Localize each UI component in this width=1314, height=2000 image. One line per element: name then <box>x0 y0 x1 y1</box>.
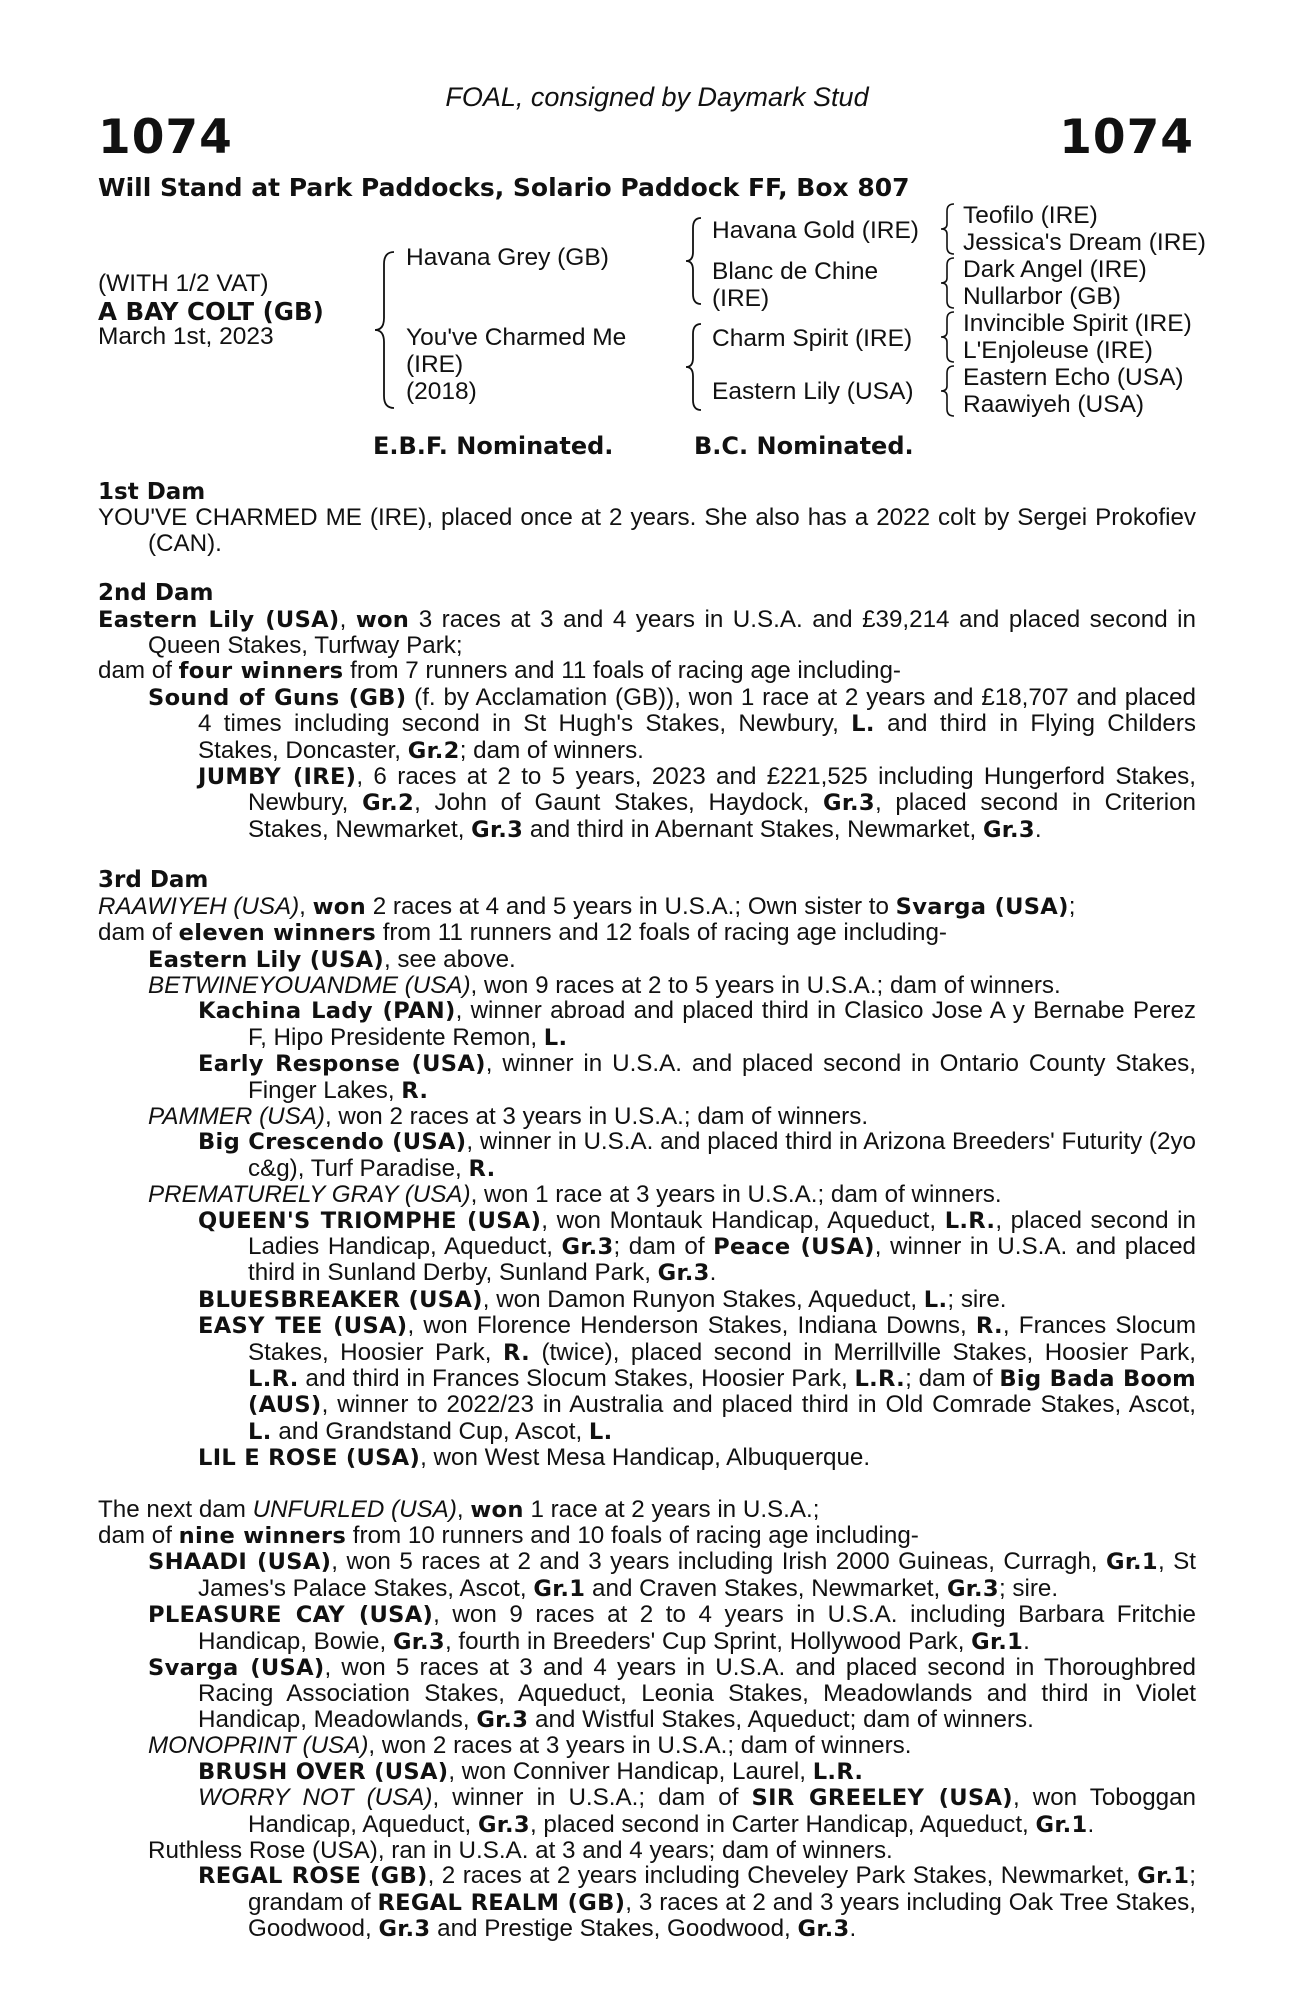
sds: Dark Angel (IRE) <box>963 256 1147 283</box>
pedigree-bracket <box>938 310 958 364</box>
section-heading: 3rd Dam <box>98 867 209 894</box>
dss: Invincible Spirit (IRE) <box>963 310 1192 337</box>
dam-line1: You've Charmed Me <box>406 324 627 351</box>
produce-entry: Big Crescendo (USA), winner in U.S.A. and placed third in Arizona Breeders' Futurity (2yo c&g), Turf Paradise, R. <box>198 1128 1196 1182</box>
dam-entry: dam of nine winners from 10 runners and 10 foals of racing age including- <box>98 1522 919 1550</box>
produce-entry: BRUSH OVER (USA), won Conniver Handicap, Laurel, L.R. <box>198 1757 864 1785</box>
dam-entry: dam of eleven winners from 11 runners and 12 foals of racing age including- <box>98 919 947 947</box>
produce-entry: Eastern Lily (USA), see above. <box>148 945 516 973</box>
produce-entry: QUEEN'S TRIOMPHE (USA), won Montauk Handicap, Aqueduct, L.R., placed second in Ladies Handicap, Aqueduct, Gr.3; dam of Peace (USA), winner in U.S.A. and placed third in Sunland Derby, Sunland Park, Gr.3. <box>198 1206 1196 1287</box>
produce-entry: BLUESBREAKER (USA), won Damon Runyon Stakes, Aqueduct, L.; sire. <box>198 1285 1007 1313</box>
produce-entry: LIL E ROSE (USA), won West Mesa Handicap, Albuquerque. <box>198 1444 871 1472</box>
dam-entry: YOU'VE CHARMED ME (IRE), placed once at 2 years. She also has a 2022 colt by Sergei Prokofiev (CAN). <box>98 504 1196 557</box>
sss: Teofilo (IRE) <box>963 202 1098 229</box>
dam-line2: (IRE) <box>406 351 464 378</box>
dam-entry: dam of four winners from 7 runners and 11 foals of racing age including- <box>98 657 901 685</box>
produce-entry: REGAL ROSE (GB), 2 races at 2 years including Cheveley Park Stakes, Newmarket, Gr.1; grandam of REGAL REALM (GB), 3 races at 2 and 3 years including Oak Tree Stakes, Goodwood, Gr.3 and Prestige Stakes, Goodwood, Gr.3. <box>198 1862 1196 1943</box>
dam-entry: Eastern Lily (USA), won 3 races at 3 and 4 years in U.S.A. and £39,214 and placed second in Queen Stakes, Turfway Park; <box>98 605 1196 660</box>
ebf-nomination: E.B.F. Nominated. <box>373 432 614 460</box>
dam-line3: (2018) <box>406 378 477 405</box>
produce-entry: Svarga (USA), won 5 races at 3 and 4 years in U.S.A. and placed second in Thoroughbred Racing Association Stakes, Aqueduct, Leonia Stakes, Meadowlands and third in Violet Handicap, Meadowlands, Gr.3 and Wistful Stakes, Aqueduct; dam of winners. <box>148 1654 1196 1733</box>
produce-entry: Ruthless Rose (USA), ran in U.S.A. at 3 and 4 years; dam of winners. <box>148 1836 893 1864</box>
sire: Havana Grey (GB) <box>406 244 609 271</box>
sire-dam-line2: (IRE) <box>712 285 770 312</box>
vat-note: (WITH 1/2 VAT) <box>98 270 269 297</box>
pedigree-bracket <box>683 216 705 306</box>
dam-sire: Charm Spirit (IRE) <box>712 325 913 352</box>
foaling-date: March 1st, 2023 <box>98 323 274 350</box>
pedigree-bracket <box>683 322 705 412</box>
dam-entry: The next dam UNFURLED (USA), won 1 race at 2 years in U.S.A.; <box>98 1495 820 1523</box>
ssd: Jessica's Dream (IRE) <box>963 229 1206 256</box>
produce-entry: BETWINEYOUANDME (USA), won 9 races at 2 to 5 years in U.S.A.; dam of winners. <box>148 971 1061 999</box>
stand-location: Will Stand at Park Paddocks, Solario Paddock FF, Box 807 <box>98 173 910 202</box>
produce-entry: SHAADI (USA), won 5 races at 2 and 3 years including Irish 2000 Guineas, Curragh, Gr.1, St James's Palace Stakes, Ascot, Gr.1 and Craven Stakes, Newmarket, Gr.3; sire. <box>148 1548 1196 1602</box>
dam-entry: RAAWIYEH (USA), won 2 races at 4 and 5 years in U.S.A.; Own sister to Svarga (USA); <box>98 892 1076 920</box>
pedigree-bracket <box>938 364 958 418</box>
dds: Eastern Echo (USA) <box>963 364 1184 391</box>
produce-entry: WORRY NOT (USA), winner in U.S.A.; dam of SIR GREELEY (USA), won Toboggan Handicap, Aqueduct, Gr.3, placed second in Carter Handicap, Aqueduct, Gr.1. <box>198 1784 1197 1838</box>
pedigree-bracket <box>938 202 958 256</box>
consignor-line: FOAL, consigned by Daymark Stud <box>445 82 869 112</box>
produce-entry: MONOPRINT (USA), won 2 races at 3 years in U.S.A.; dam of winners. <box>148 1732 912 1760</box>
sire-sire: Havana Gold (IRE) <box>712 217 919 244</box>
section-heading: 2nd Dam <box>98 580 214 607</box>
produce-entry: PAMMER (USA), won 2 races at 3 years in U.S.A.; dam of winners. <box>148 1102 869 1130</box>
lot-number-left: 1074 <box>98 110 233 165</box>
produce-entry: EASY TEE (USA), won Florence Henderson Stakes, Indiana Downs, R., Frances Slocum Stakes, Hoosier Park, R. (twice), placed second in Merrillville Stakes, Hoosier Park, L.R. and third in Frances Slocum Stakes, Hoosier Park, L.R.; dam of Big Bada Boom (AUS), winner to 2022/23 in Australia and placed third in Old Comrade Stakes, Ascot, L. and Grandstand Cup, Ascot, L. <box>198 1312 1197 1445</box>
produce-entry: JUMBY (IRE), 6 races at 2 to 5 years, 2023 and £221,525 including Hungerford Stakes, Newbury, Gr.2, John of Gaunt Stakes, Haydock, Gr.3, placed second in Criterion Stakes, Newmarket, Gr.3 and third in Abernant Stakes, Newmarket, Gr.3. <box>198 763 1196 843</box>
dam-dam: Eastern Lily (USA) <box>712 378 914 405</box>
pedigree-bracket <box>372 250 398 410</box>
sdd: Nullarbor (GB) <box>963 283 1121 310</box>
sire-dam-line1: Blanc de Chine <box>712 258 879 285</box>
pedigree-notes <box>98 480 1196 1943</box>
ddd: Raawiyeh (USA) <box>963 391 1145 418</box>
produce-entry: PREMATURELY GRAY (USA), won 1 race at 3 years in U.S.A.; dam of winners. <box>148 1181 1002 1209</box>
horse-name: A BAY COLT (GB) <box>98 297 324 326</box>
produce-entry: Sound of Guns (GB) (f. by Acclamation (GB)), won 1 race at 2 years and £18,707 and placed 4 times including second in St Hugh's Stakes, Newbury, L. and third in Flying Childers Stakes, Doncaster, Gr.2; dam of winners. <box>148 683 1196 764</box>
section-heading: 1st Dam <box>98 479 206 505</box>
produce-entry: PLEASURE CAY (USA), won 9 races at 2 to 4 years in U.S.A. including Barbara Fritchie Handicap, Bowie, Gr.3, fourth in Breeders' Cup Sprint, Hollywood Park, Gr.1. <box>148 1601 1196 1655</box>
lot-number-right: 1074 <box>1059 110 1194 165</box>
dsd: L'Enjoleuse (IRE) <box>963 337 1153 364</box>
produce-entry: Early Response (USA), winner in U.S.A. and placed second in Ontario County Stakes, Finger Lakes, R. <box>198 1050 1196 1104</box>
pedigree-bracket <box>938 256 958 310</box>
bc-nomination: B.C. Nominated. <box>694 432 914 460</box>
produce-entry: Kachina Lady (PAN), winner abroad and placed third in Clasico Jose A y Bernabe Perez F, Hipo Presidente Remon, L. <box>198 997 1197 1051</box>
